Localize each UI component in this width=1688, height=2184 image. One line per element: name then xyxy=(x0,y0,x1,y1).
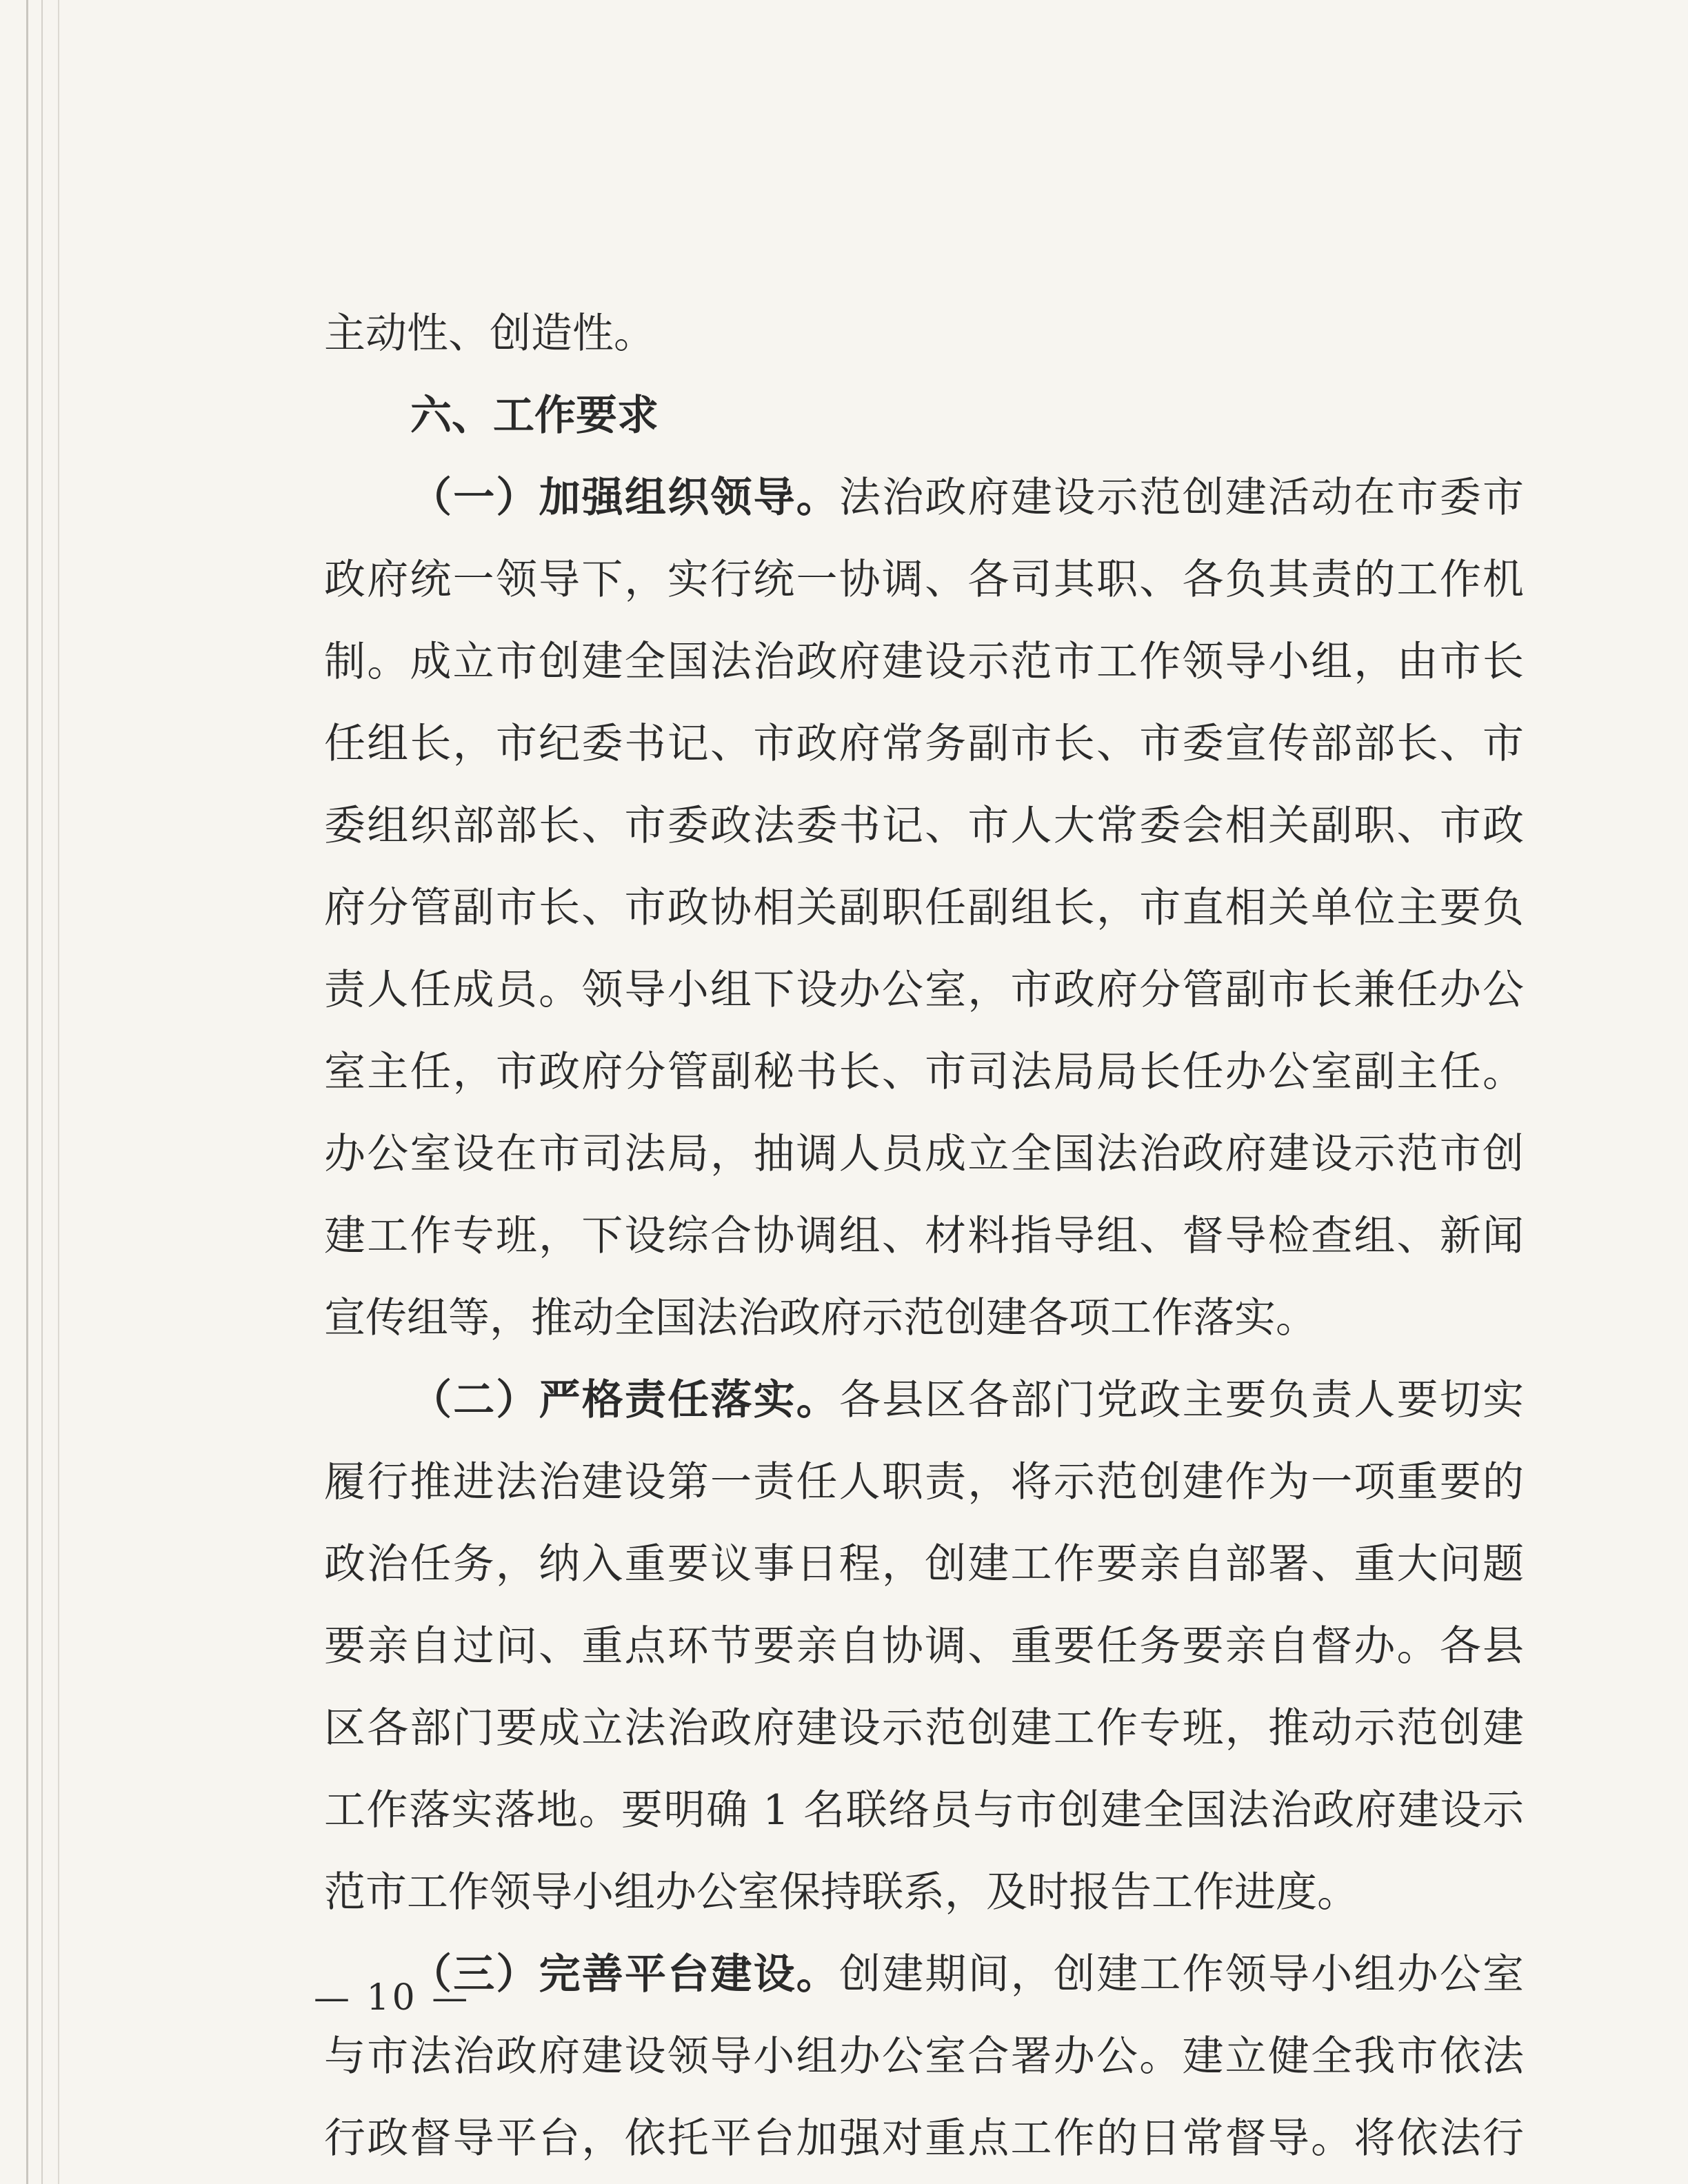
text-line: 府分管副市长、市政协相关副职任副组长，市直相关单位主要负 xyxy=(324,884,1524,932)
text-line: 任组长，市纪委书记、市政府常务副市长、市委宣传部部长、市 xyxy=(324,720,1524,768)
text-line: 主动性、创造性。 xyxy=(324,310,655,358)
binding-edge xyxy=(58,0,59,2184)
paragraph-first-line xyxy=(324,1359,1524,1442)
binding-edge xyxy=(41,0,43,2184)
text-line: 履行推进法治建设第一责任人职责，将示范创建作为一项重要的 xyxy=(324,1458,1524,1506)
text-line: 政府统一领导下，实行统一协调、各司其职、各负其责的工作机 xyxy=(324,556,1524,604)
text-line: 区各部门要成立法治政府建设示范创建工作专班，推动示范创建 xyxy=(324,1704,1524,1752)
text-line: 室主任，市政府分管副秘书长、市司法局局长任办公室副主任。 xyxy=(324,1048,1524,1096)
text-line: 范市工作领导小组办公室保持联系，及时报告工作进度。 xyxy=(324,1868,1358,1917)
text-line: 办公室设在市司法局，抽调人员成立全国法治政府建设示范市创 xyxy=(324,1130,1524,1178)
subheading: （二）严格责任落实。 xyxy=(410,1376,839,1424)
paragraph-first-line xyxy=(324,457,1524,539)
document-body xyxy=(324,293,1524,2180)
text-line: 要亲自过问、重点环节要亲自协调、重要任务要亲自督办。各县 xyxy=(324,1622,1524,1670)
text-line: 政治任务，纳入重要议事日程，创建工作要亲自部署、重大问题 xyxy=(324,1540,1524,1588)
text-line: 制。成立市创建全国法治政府建设示范市工作领导小组，由市长 xyxy=(324,638,1524,686)
text-line: 建工作专班，下设综合协调组、材料指导组、督导检查组、新闻 xyxy=(324,1212,1524,1260)
paragraph-first-line xyxy=(324,1934,1524,2016)
text-line: 与市法治政府建设领导小组办公室合署办公。建立健全我市依法 xyxy=(324,2032,1524,2081)
page-number: — 10 — xyxy=(314,1977,471,2019)
text-line: 委组织部部长、市委政法委书记、市人大常委会相关副职、市政 xyxy=(324,802,1524,850)
text-line: 工作落实落地。要明确 1 名联络员与市创建全国法治政府建设示 xyxy=(324,1786,1524,1834)
section-heading: 六、工作要求 xyxy=(410,392,659,440)
binding-edge xyxy=(26,0,28,2184)
text-run: 法治政府建设示范创建活动在市委市 xyxy=(839,474,1524,522)
subheading: （三）完善平台建设。 xyxy=(410,1950,839,1999)
text-run: 各县区各部门党政主要负责人要切实 xyxy=(839,1376,1524,1424)
text-line: 宣传组等，推动全国法治政府示范创建各项工作落实。 xyxy=(324,1294,1317,1342)
subheading: （一）加强组织领导。 xyxy=(410,474,839,522)
text-line: 行政督导平台，依托平台加强对重点工作的日常督导。将依法行 xyxy=(324,2114,1524,2163)
text-run: 创建期间，创建工作领导小组办公室 xyxy=(839,1950,1524,1999)
text-line: 责人任成员。领导小组下设办公室，市政府分管副市长兼任办公 xyxy=(324,966,1524,1014)
